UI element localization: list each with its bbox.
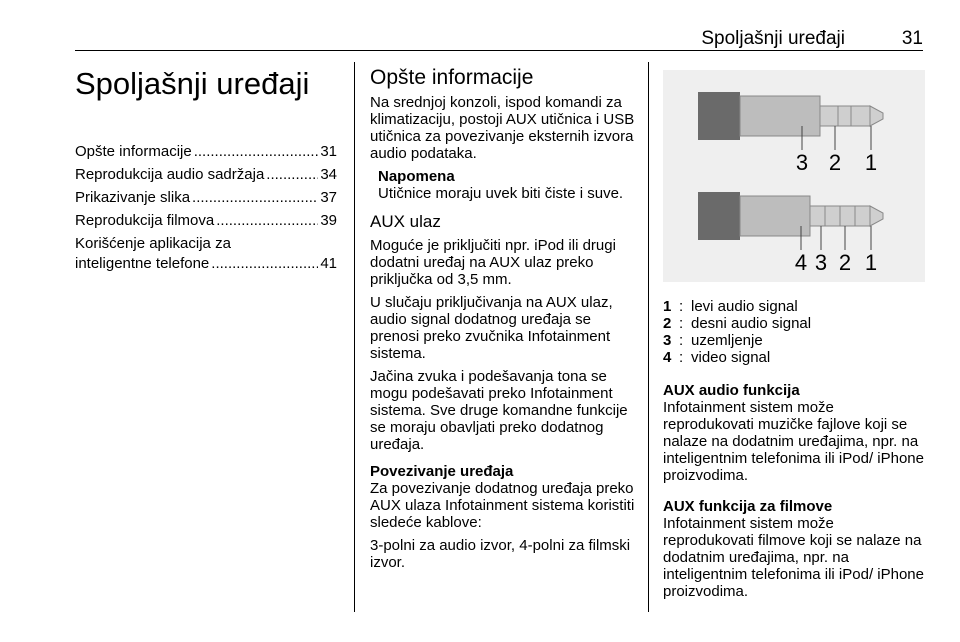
legend-text: desni audio signal [691,315,812,332]
audio-function-text: Infotainment sistem može reprodukovati muzičke fajlove koji se nalaze na dodatnim uređajima, npr. na inteligentnim telefonima ili iPod/ iPhone proizvodima. [663,399,924,484]
toc-label: Korišćenje aplikacija za [75,235,231,252]
pin-label: 1 [864,150,878,175]
aux-title: AUX ulaz [370,212,441,231]
toc-page: 31 [320,143,337,160]
legend-key: 3 [663,332,672,349]
legend-item: 3 : uzemljenje [663,332,763,349]
toc-page: 39 [320,212,337,229]
toc-label: Reprodukcija audio sadržaja [75,166,265,183]
toc-page: 34 [320,166,337,183]
toc-label: inteligentne telefone [75,255,210,272]
four-pole-plug [698,192,883,275]
aux-paragraph: Jačina zvuka i podešavanja tona se mogu podešavati preko Infotainment sistema. Sve druge komandne funkcije se moraju obavljati preko dodatnog uređaja. [370,368,628,453]
pin-label: 2 [838,250,852,275]
toc-entry[interactable] [75,211,337,231]
toc-entry[interactable] [75,234,337,274]
chapter-title: Spoljašnji uređaji [75,66,310,101]
pin-label: 1 [864,250,878,275]
pin-label: 3 [795,150,809,175]
jack-plug-illustration [663,70,925,282]
three-pole-plug [698,92,883,175]
legend-text: uzemljenje [691,332,763,349]
video-function-title: AUX funkcija za filmove [663,498,833,515]
intro-paragraph: Na srednjoj konzoli, ispod komandi za klimatizaciju, postoji AUX utičnica i USB utičnica za povezivanje eksternih izvora audio podataka. [370,94,635,162]
note-title: Napomena [378,168,455,185]
toc-leader [194,142,319,162]
pin-label: 4 [794,250,808,275]
toc-label: Prikazivanje slika [75,189,191,206]
figure-legend [663,298,925,366]
legend-text: video signal [691,349,771,366]
section-title: Opšte informacije [370,66,534,89]
aux-function-column [663,62,925,606]
pin-label: 3 [814,250,828,275]
toc-leader [211,254,318,274]
legend-item: 4 : video signal [663,349,771,366]
toc-column [75,60,337,277]
toc-leader [216,211,318,231]
jack-plug-figure [663,70,925,282]
page-header [75,28,923,51]
connect-paragraph: Za povezivanje dodatnog uređaja preko AUX ulaza Infotainment sistema koristiti sledeće kablove: [370,480,635,531]
toc-label: Opšte informacije [75,143,192,160]
connect-paragraph: 3-polni za audio izvor, 4-polni za filmski izvor. [370,537,631,571]
toc-entry[interactable] [75,165,337,185]
legend-item: 2 : desni audio signal [663,315,812,332]
connect-title: Povezivanje uređaja [370,463,514,480]
video-function-text: Infotainment sistem može reprodukovati filmove koji se nalaze na dodatnim uređajima, npr. na inteligentnim telefonima ili iPod/ iPhone proizvodima. [663,515,924,600]
toc-label: Reprodukcija filmova [75,212,215,229]
toc-page: 37 [320,189,337,206]
column-divider [648,62,649,612]
legend-key: 1 [663,298,672,315]
toc-entry[interactable] [75,188,337,208]
audio-function-title: AUX audio funkcija [663,382,800,399]
legend-text: levi audio signal [691,298,798,315]
toc-leader [266,165,318,185]
header-title: Spoljašnji uređaji [701,28,845,49]
aux-paragraph: Moguće je priključiti npr. iPod ili drugi dodatni uređaj na AUX ulaz preko priključka od 3,5 mm. [370,237,616,288]
aux-paragraph: U slučaju priključivanja na AUX ulaz, audio signal dodatnog uređaja se prenosi preko zvučnika Infotainment sistema. [370,294,613,362]
note-text: Utičnice moraju uvek biti čiste i suve. [378,185,624,202]
toc-page: 41 [320,255,337,272]
toc-entry[interactable] [75,142,337,162]
note-box [378,168,635,202]
legend-key: 4 [663,349,672,366]
page-number: 31 [901,28,923,49]
legend-key: 2 [663,315,672,332]
legend-item: 1 : levi audio signal [663,298,798,315]
toc-leader [192,188,318,208]
column-divider [354,62,355,612]
general-info-column [370,60,635,577]
pin-label: 2 [828,150,842,175]
